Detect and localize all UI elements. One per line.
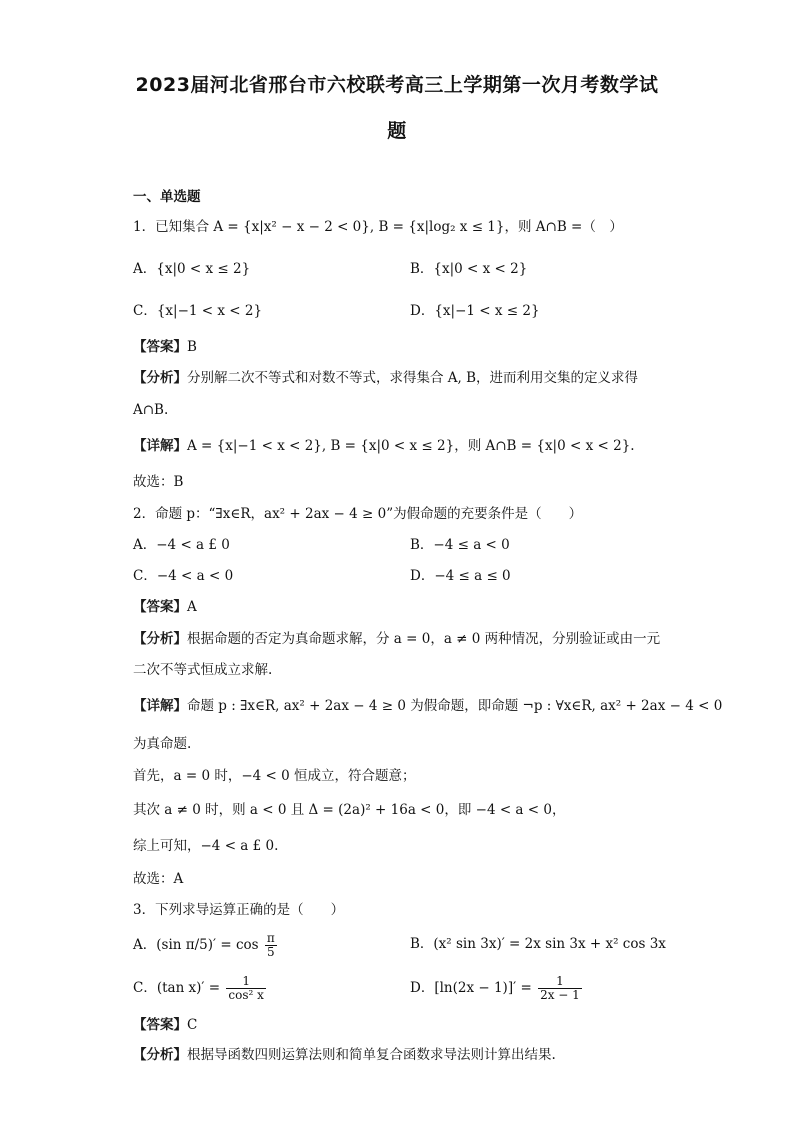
analysis-text: 分别解二次不等式和对数不等式，求得集合 A, B，进而利用交集的定义求得 — [187, 370, 639, 386]
q3-a-denominator: 5 — [267, 945, 275, 959]
q3-c-prefix: C．(tan x)′ = — [133, 980, 221, 996]
q3-option-c — [133, 975, 268, 1002]
q2-option-d: D．−4 ≤ a ≤ 0 — [410, 568, 511, 584]
q2-detail-step-1: 首先，a = 0 时，−4 < 0 恒成立，符合题意； — [133, 768, 416, 784]
q3-a-fraction — [265, 932, 277, 959]
q1-choose: 故选：B — [133, 474, 184, 490]
analysis-tag: 【分析】 — [133, 1047, 187, 1063]
q3-a-numerator: π — [266, 931, 275, 945]
answer-value: A — [187, 599, 197, 615]
detail-text: A = {x|−1 < x < 2}, B = {x|0 < x ≤ 2}，则 A∩B = {x|0 < x < 2}. — [187, 438, 635, 454]
q3-d-fraction — [538, 975, 582, 1002]
q3-c-denominator: cos² x — [228, 988, 264, 1002]
q3-c-numerator: 1 — [226, 975, 266, 989]
analysis-tag: 【分析】 — [133, 370, 187, 386]
document-title-line-2: 题 — [387, 120, 407, 142]
q2-choose: 故选：A — [133, 871, 184, 887]
q2-option-c: C．−4 < a < 0 — [133, 568, 234, 584]
answer-value: C — [187, 1017, 198, 1033]
q2-detail-step-2: 其次 a ≠ 0 时，则 a < 0 且 Δ = (2a)² + 16a < 0，即 −4 < a < 0， — [133, 802, 566, 818]
q1-stem: 1．已知集合 A = {x|x² − x − 2 < 0}, B = {x|log₂ x ≤ 1}，则 A∩B =（ ） — [133, 219, 623, 235]
analysis-text: 根据命题的否定为真命题求解，分 a = 0，a ≠ 0 两种情况，分别验证或由一元 — [187, 631, 661, 647]
answer-tag: 【答案】 — [133, 599, 187, 615]
q1-detail — [133, 437, 635, 455]
q1-answer — [133, 338, 197, 356]
q1-analysis — [133, 369, 638, 387]
q3-option-d — [410, 975, 584, 1002]
q1-option-b: B．{x|0 < x < 2} — [410, 261, 528, 277]
q1-option-d: D．{x|−1 < x ≤ 2} — [410, 303, 540, 319]
q2-analysis-cont: 二次不等式恒成立求解. — [133, 662, 273, 678]
detail-text: 命题 p : ∃x∈R, ax² + 2ax − 4 ≥ 0 为假命题，即命题 ¬p : ∀x∈R, ax² + 2ax − 4 < 0 — [187, 698, 723, 714]
q2-detail-cont: 为真命题. — [133, 736, 192, 752]
q3-answer — [133, 1016, 197, 1034]
detail-tag: 【详解】 — [133, 438, 187, 454]
analysis-tag: 【分析】 — [133, 631, 187, 647]
q3-option-a — [133, 932, 279, 959]
q3-stem: 3．下列求导运算正确的是（ ） — [133, 902, 345, 918]
q3-d-numerator: 1 — [538, 975, 582, 989]
q3-option-b: B．(x² sin 3x)′ = 2x sin 3x + x² cos 3x — [410, 936, 666, 952]
q2-detail — [133, 697, 722, 715]
q3-a-prefix: A． — [133, 937, 157, 953]
q3-a-lhs: (sin π/5)′ = cos — [156, 937, 259, 953]
detail-tag: 【详解】 — [133, 698, 187, 714]
q3-d-prefix: D．[ln(2x − 1)]′ = — [410, 980, 532, 996]
answer-value: B — [187, 339, 197, 355]
q3-d-denominator: 2x − 1 — [540, 988, 580, 1002]
q1-option-a: A．{x|0 < x ≤ 2} — [133, 261, 251, 277]
q3-analysis — [133, 1046, 556, 1064]
q3-c-fraction — [226, 975, 266, 1002]
q2-detail-conclusion: 综上可知，−4 < a £ 0. — [133, 838, 279, 854]
q2-option-a: A．−4 < a £ 0 — [133, 537, 230, 553]
q1-option-c: C．{x|−1 < x < 2} — [133, 303, 263, 319]
answer-tag: 【答案】 — [133, 339, 187, 355]
q2-analysis — [133, 630, 660, 648]
document-title-line-1: 2023届河北省邢台市六校联考高三上学期第一次月考数学试 — [135, 74, 659, 96]
analysis-text: 根据导函数四则运算法则和简单复合函数求导法则计算出结果. — [187, 1047, 556, 1063]
q2-option-b: B．−4 ≤ a < 0 — [410, 537, 510, 553]
section-heading: 一、单选题 — [133, 189, 201, 205]
q1-analysis-cont: A∩B. — [133, 402, 169, 418]
q2-answer — [133, 598, 197, 616]
answer-tag: 【答案】 — [133, 1017, 187, 1033]
q2-stem: 2．命题 p：“∃x∈R，ax² + 2ax − 4 ≥ 0”为假命题的充要条件是（ ） — [133, 506, 583, 522]
